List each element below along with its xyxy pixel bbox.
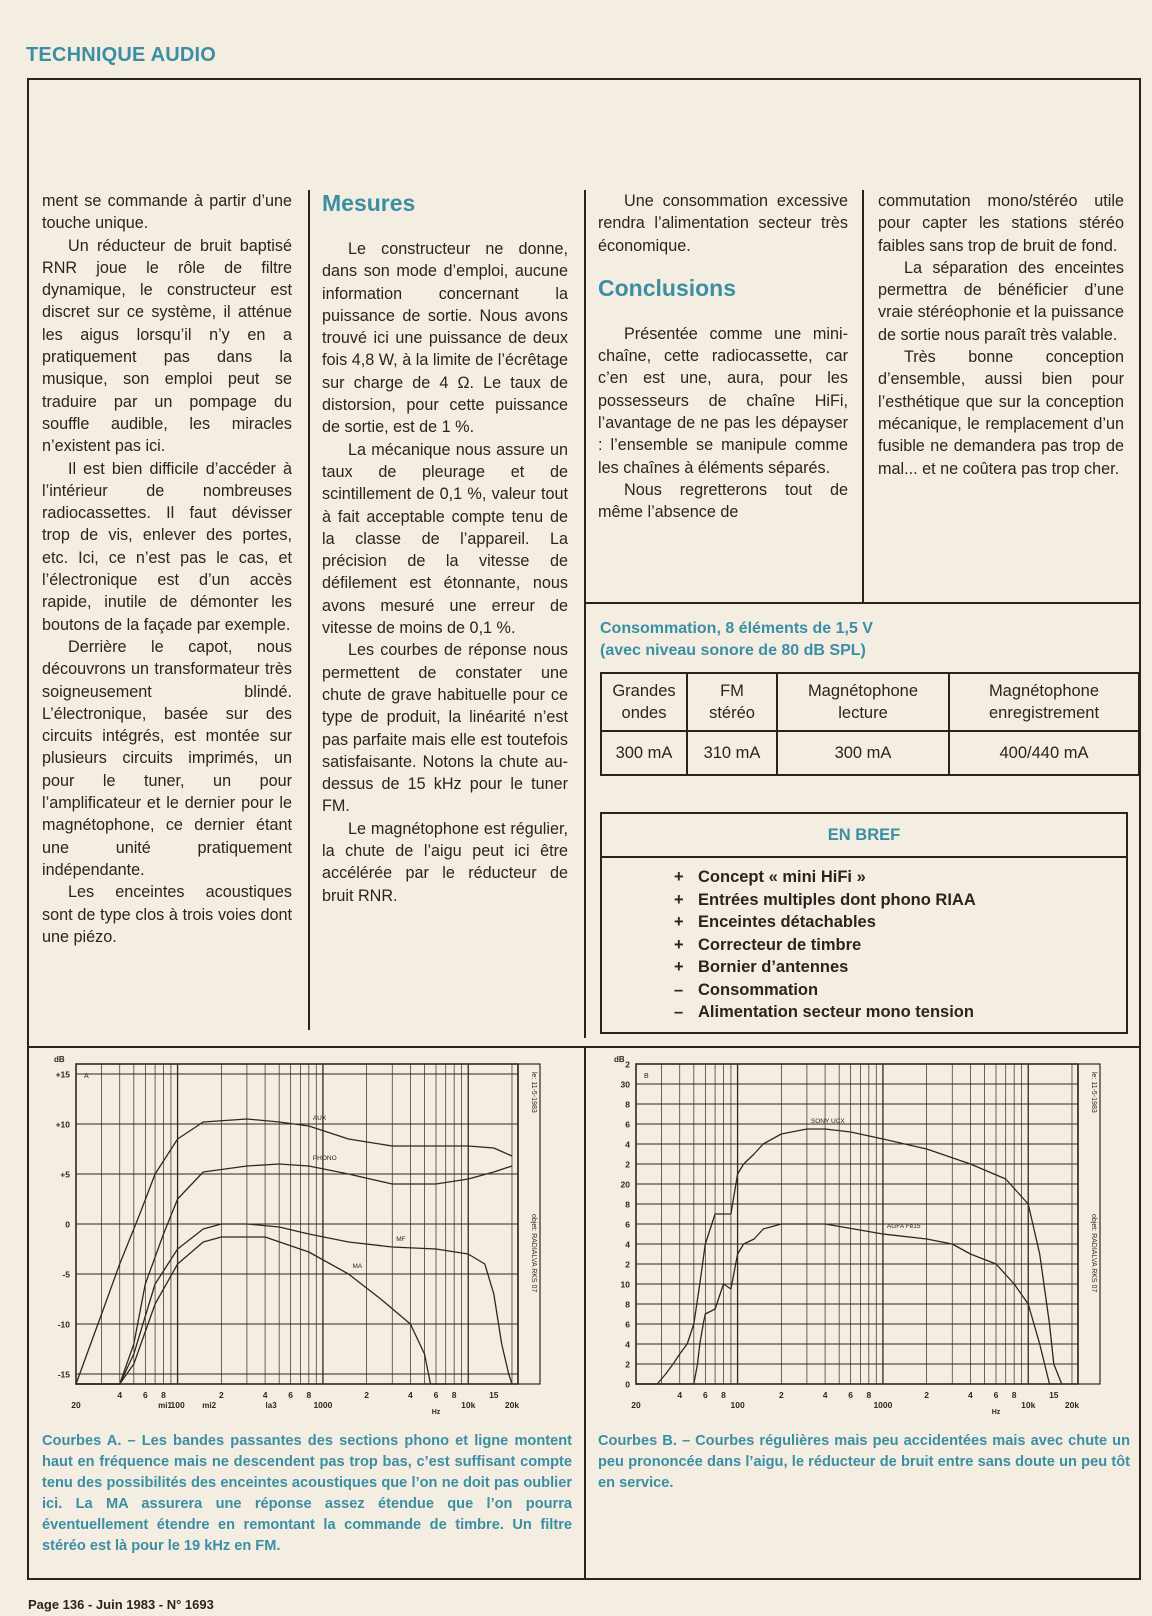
y-tick-label: 4 xyxy=(625,1139,630,1150)
article-column-1 xyxy=(42,190,292,948)
x-axis-unit: Hz xyxy=(991,1409,1001,1416)
x-tick-label: 8 xyxy=(1011,1390,1017,1400)
series-line-ma xyxy=(76,1237,446,1384)
series-label: MF xyxy=(396,1236,406,1243)
chart-id-label: A xyxy=(84,1073,89,1080)
series-label: SONY UCX xyxy=(810,1118,845,1125)
table-cell: 300 mA xyxy=(601,731,687,775)
en-bref-title: EN BREF xyxy=(602,814,1126,858)
paragraph: Un réducteur de bruit baptisé RNR joue le rôle de filtre dynamique, le constructeur est discret sur ce système, il atténue les aigus lorsqu’il n’y en a pratiquement pas dans la musique, son emploi peut se traduire par un pompage du souffle audible, les miracles n’existent pas ici. xyxy=(42,236,292,456)
y-tick-label: +10 xyxy=(55,1119,70,1130)
x-tick-label: 20k xyxy=(1064,1400,1080,1410)
response-chart-a xyxy=(34,1054,574,1434)
column-divider xyxy=(584,1046,586,1580)
x-tick-label: 8 xyxy=(161,1390,166,1400)
consumption-title xyxy=(600,618,873,662)
plus-sign-icon: + xyxy=(674,958,684,976)
x-tick-label: 10k xyxy=(461,1400,476,1410)
y-tick-label: 6 xyxy=(625,1219,630,1230)
x-tick-label: 100 xyxy=(170,1400,185,1410)
y-tick-label: 2 xyxy=(625,1059,630,1070)
y-tick-label: 20 xyxy=(620,1179,630,1190)
paragraph: Le constructeur ne donne, dans son mode d’emploi, aucune information concernant la puissance de sortie. Nous avons trouvé ici une puissance de deux fois 4,8 W, à la limite de l’écrêtage sur charge de 4 Ω. Le taux de distorsion, pour cette puissance de sortie, est de 1 %. xyxy=(322,240,568,437)
x-tick-label: 4 xyxy=(677,1390,683,1400)
table-cell: 400/440 mA xyxy=(949,731,1139,775)
paragraph: Le magnétophone est régulier, la chute de l’aigu peut ici être accélérée par le réducteur de bruit RNR. xyxy=(322,819,568,905)
list-item: + Bornier d’antennes xyxy=(674,956,1126,979)
x-tick-label: 20 xyxy=(631,1400,641,1410)
section-label: TECHNIQUE AUDIO xyxy=(26,44,217,66)
table-header-cell: Magnétophone enregistrement xyxy=(949,673,1139,731)
y-tick-label: 2 xyxy=(625,1159,630,1170)
y-tick-label: 2 xyxy=(625,1359,630,1370)
paragraph: Les courbes de réponse nous permettent de constater une chute de grave habituelle pour ce type de produit, la linéarité n’est pas parfaite mais elle est toutefois satisfaisante. Notons la chute au-dessus de 15 kHz pour le tuner FM. xyxy=(322,641,568,816)
paragraph: Les enceintes acoustiques sont de type clos à trois voies dont une piézo. xyxy=(42,883,292,946)
table-header-row xyxy=(601,673,1139,731)
series-label: MA xyxy=(352,1263,363,1270)
paragraph: La séparation des enceintes permettra de bénéficier d’une vraie stéréophonie et la puissance de sortie nous paraît très valable. xyxy=(878,258,1124,344)
plus-sign-icon: + xyxy=(674,868,684,886)
x-tick-label: 4 xyxy=(117,1390,123,1400)
plus-sign-icon: + xyxy=(674,913,684,931)
en-bref-list xyxy=(674,866,1126,1024)
x-tick-label: 20k xyxy=(504,1400,520,1410)
table-header-cell: Magnétophone lecture xyxy=(777,673,949,731)
paragraph: Derrière le capot, nous découvrons un transformateur très soigneusement blindé. L’électronique, basée sur des circuits intégrés, est montée sur plusieurs circuits imprimés, un pour le tuner, un pour l’amplificateur et le dernier pour le magnétophone, ce dernier étant une unité pratiquement indépendante. xyxy=(42,637,292,879)
date-label: le: 11-5-1983 xyxy=(530,1072,537,1113)
object-label: objet: RADIALVA RKS 07 xyxy=(1090,1214,1097,1293)
column-divider xyxy=(308,190,310,1030)
y-tick-label: +15 xyxy=(55,1069,70,1080)
table-header-cell: FM stéréo xyxy=(687,673,777,731)
x-tick-label: 4 xyxy=(262,1390,268,1400)
x-tick-label: 1000 xyxy=(313,1400,333,1410)
x-tick-label: 4 xyxy=(822,1390,828,1400)
x-tick-label: 6 xyxy=(848,1390,854,1400)
x-tick-label: 4 xyxy=(968,1390,973,1400)
y-axis-unit: dB xyxy=(614,1055,625,1064)
list-item: – Consommation xyxy=(674,979,1126,1002)
y-tick-label: 4 xyxy=(625,1239,630,1250)
x-tick-label: 6 xyxy=(288,1390,294,1400)
plus-sign-icon: + xyxy=(674,935,684,954)
heading-conclusions: Conclusions xyxy=(598,274,737,301)
en-bref-box xyxy=(600,812,1128,1034)
paragraph: Très bonne conception d’ensemble, aussi bien pour l’esthétique que sur la conception mécanique, le remplacement d’un fusible ne demandera pas trop de mal... et ne coûtera pas trop cher. xyxy=(878,348,1124,478)
x-tick-label: 6 xyxy=(702,1390,708,1400)
y-tick-label: 0 xyxy=(65,1219,70,1230)
series-label: PHONO xyxy=(312,1155,337,1162)
y-tick-label: 8 xyxy=(625,1299,630,1310)
article-column-2 xyxy=(322,190,568,907)
consumption-title-line: Consommation, 8 éléments de 1,5 V xyxy=(600,620,873,637)
y-tick-label: -10 xyxy=(57,1319,70,1330)
list-item: + Correcteur de timbre xyxy=(674,934,1126,957)
x-tick-label: 8 xyxy=(721,1390,726,1400)
list-item: – Alimentation secteur mono tension xyxy=(674,1001,1126,1024)
x-axis-unit: Hz xyxy=(431,1409,441,1416)
y-tick-label: 8 xyxy=(625,1099,630,1110)
series-label: AGFA Fe15 xyxy=(886,1223,921,1230)
x-tick-label: 6 xyxy=(993,1390,999,1400)
x-tick-label: 8 xyxy=(866,1390,872,1400)
section-divider xyxy=(584,602,1141,604)
series-label: AUX xyxy=(312,1115,327,1122)
y-tick-label: 2 xyxy=(625,1259,630,1270)
paragraph: Une consommation excessive rendra l’alimentation secteur très économique. xyxy=(598,192,848,255)
x-tick-label: 8 xyxy=(451,1390,457,1400)
x-tick-label: 15 xyxy=(489,1390,499,1400)
paragraph: ment se commande à partir d’une touche unique. xyxy=(42,192,292,233)
minus-sign-icon: – xyxy=(674,980,684,999)
paragraph: La mécanique nous assure un taux de pleurage et de scintillement de 0,1 %, valeur tout à fait acceptable compte tenu de la classe de l’appareil. La précision de la vitesse de défilement est étonnante, nous avons mesuré une erreur de vitesse de moins de 0,1 %. xyxy=(322,440,568,638)
consumption-title-line: (avec niveau sonore de 80 dB SPL) xyxy=(600,642,866,659)
list-item: + Entrées multiples dont phono RIAA xyxy=(674,889,1126,912)
x-tick-label: 2 xyxy=(924,1390,930,1400)
column-divider xyxy=(862,190,864,602)
y-tick-label: 0 xyxy=(625,1379,630,1390)
note-label: la3 xyxy=(265,1401,277,1410)
x-tick-label: 15 xyxy=(1049,1390,1059,1400)
x-tick-label: 100 xyxy=(730,1400,745,1410)
x-tick-label: 20 xyxy=(71,1400,81,1410)
y-tick-label: 30 xyxy=(620,1079,630,1090)
note-label: mi2 xyxy=(202,1401,217,1410)
chart-id-label: B xyxy=(644,1073,649,1080)
article-column-3 xyxy=(598,190,848,524)
x-tick-label: 1000 xyxy=(873,1400,893,1410)
y-tick-label: +5 xyxy=(60,1169,70,1180)
column-divider xyxy=(584,190,586,602)
column-divider xyxy=(584,602,586,1038)
y-tick-label: 4 xyxy=(625,1339,630,1350)
caption-chart-b: Courbes B. – Courbes régulières mais peu accidentées mais avec chute un peu prononcée dans l’aigu, le réducteur de bruit entre sans doute un peu tôt en service. xyxy=(598,1433,1130,1491)
paragraph: Il est bien difficile d’accéder à l’intérieur de nombreuses radiocassettes. Il faut dévisser trop de vis, enlever des portes, etc. Ici, ce n’est pas le cas, et l’électronique est d’un accès rapide, inutile de démonter les boutons de la façade par exemple. xyxy=(42,459,292,634)
x-tick-label: 4 xyxy=(408,1390,413,1400)
list-item: + Concept « mini HiFi » xyxy=(674,866,1126,889)
y-tick-label: 6 xyxy=(625,1319,630,1330)
x-tick-label: 10k xyxy=(1021,1400,1036,1410)
page-footer: Page 136 - Juin 1983 - N° 1693 xyxy=(28,1597,214,1612)
minus-sign-icon: – xyxy=(674,1003,684,1021)
heading-mesures: Mesures xyxy=(322,190,416,216)
article-column-4 xyxy=(878,190,1124,480)
caption-chart-a: Courbes A. – Les bandes passantes des sections phono et ligne montent haut en fréquence mais ne descendent pas trop bas, c’est suffisant compte tenu des possibilités des enceintes acoustiques que l’on ne doit pas oublier ici. La MA assurera une réponse assez étendue que l’on pourra éventuellement étendre en remontant la commande de timbre. Un filtre stéréo est là pour le 19 kHz en FM. xyxy=(42,1433,572,1554)
y-tick-label: -5 xyxy=(62,1269,70,1280)
y-tick-label: 8 xyxy=(625,1199,630,1210)
x-tick-label: 2 xyxy=(364,1390,370,1400)
x-tick-label: 2 xyxy=(778,1390,784,1400)
paragraph: commutation mono/stéréo utile pour capter les stations stéréo faibles sans trop de bruit de fond. xyxy=(878,192,1124,255)
y-tick-label: 6 xyxy=(625,1119,630,1130)
y-tick-label: 10 xyxy=(620,1279,630,1290)
paragraph: Présentée comme une mini-chaîne, cette radiocassette, car c’en est une, aura, pour les possesseurs de chaîne HiFi, l’avantage de ne pas les dépayser : l’ensemble se manipule comme les chaînes à éléments séparés. xyxy=(598,324,848,477)
list-item: + Enceintes détachables xyxy=(674,911,1126,934)
response-chart-b xyxy=(594,1054,1134,1434)
object-label: objet: RADIALVA RKS 07 xyxy=(530,1214,537,1293)
x-tick-label: 2 xyxy=(218,1390,224,1400)
table-header-cell: Grandes ondes xyxy=(601,673,687,731)
note-label: mi1 xyxy=(158,1401,172,1410)
table-cell: 310 mA xyxy=(687,731,777,775)
paragraph: Nous regretterons tout de même l’absence de xyxy=(598,480,848,522)
table-row xyxy=(601,731,1139,775)
consumption-table xyxy=(600,672,1140,776)
x-tick-label: 6 xyxy=(142,1390,148,1400)
y-axis-unit: dB xyxy=(54,1055,65,1064)
x-tick-label: 6 xyxy=(433,1390,439,1400)
plus-sign-icon: + xyxy=(674,890,684,909)
date-label: le: 11-5-1983 xyxy=(1090,1072,1097,1113)
table-cell: 300 mA xyxy=(777,731,949,775)
x-tick-label: 8 xyxy=(306,1390,312,1400)
y-tick-label: -15 xyxy=(57,1369,70,1380)
